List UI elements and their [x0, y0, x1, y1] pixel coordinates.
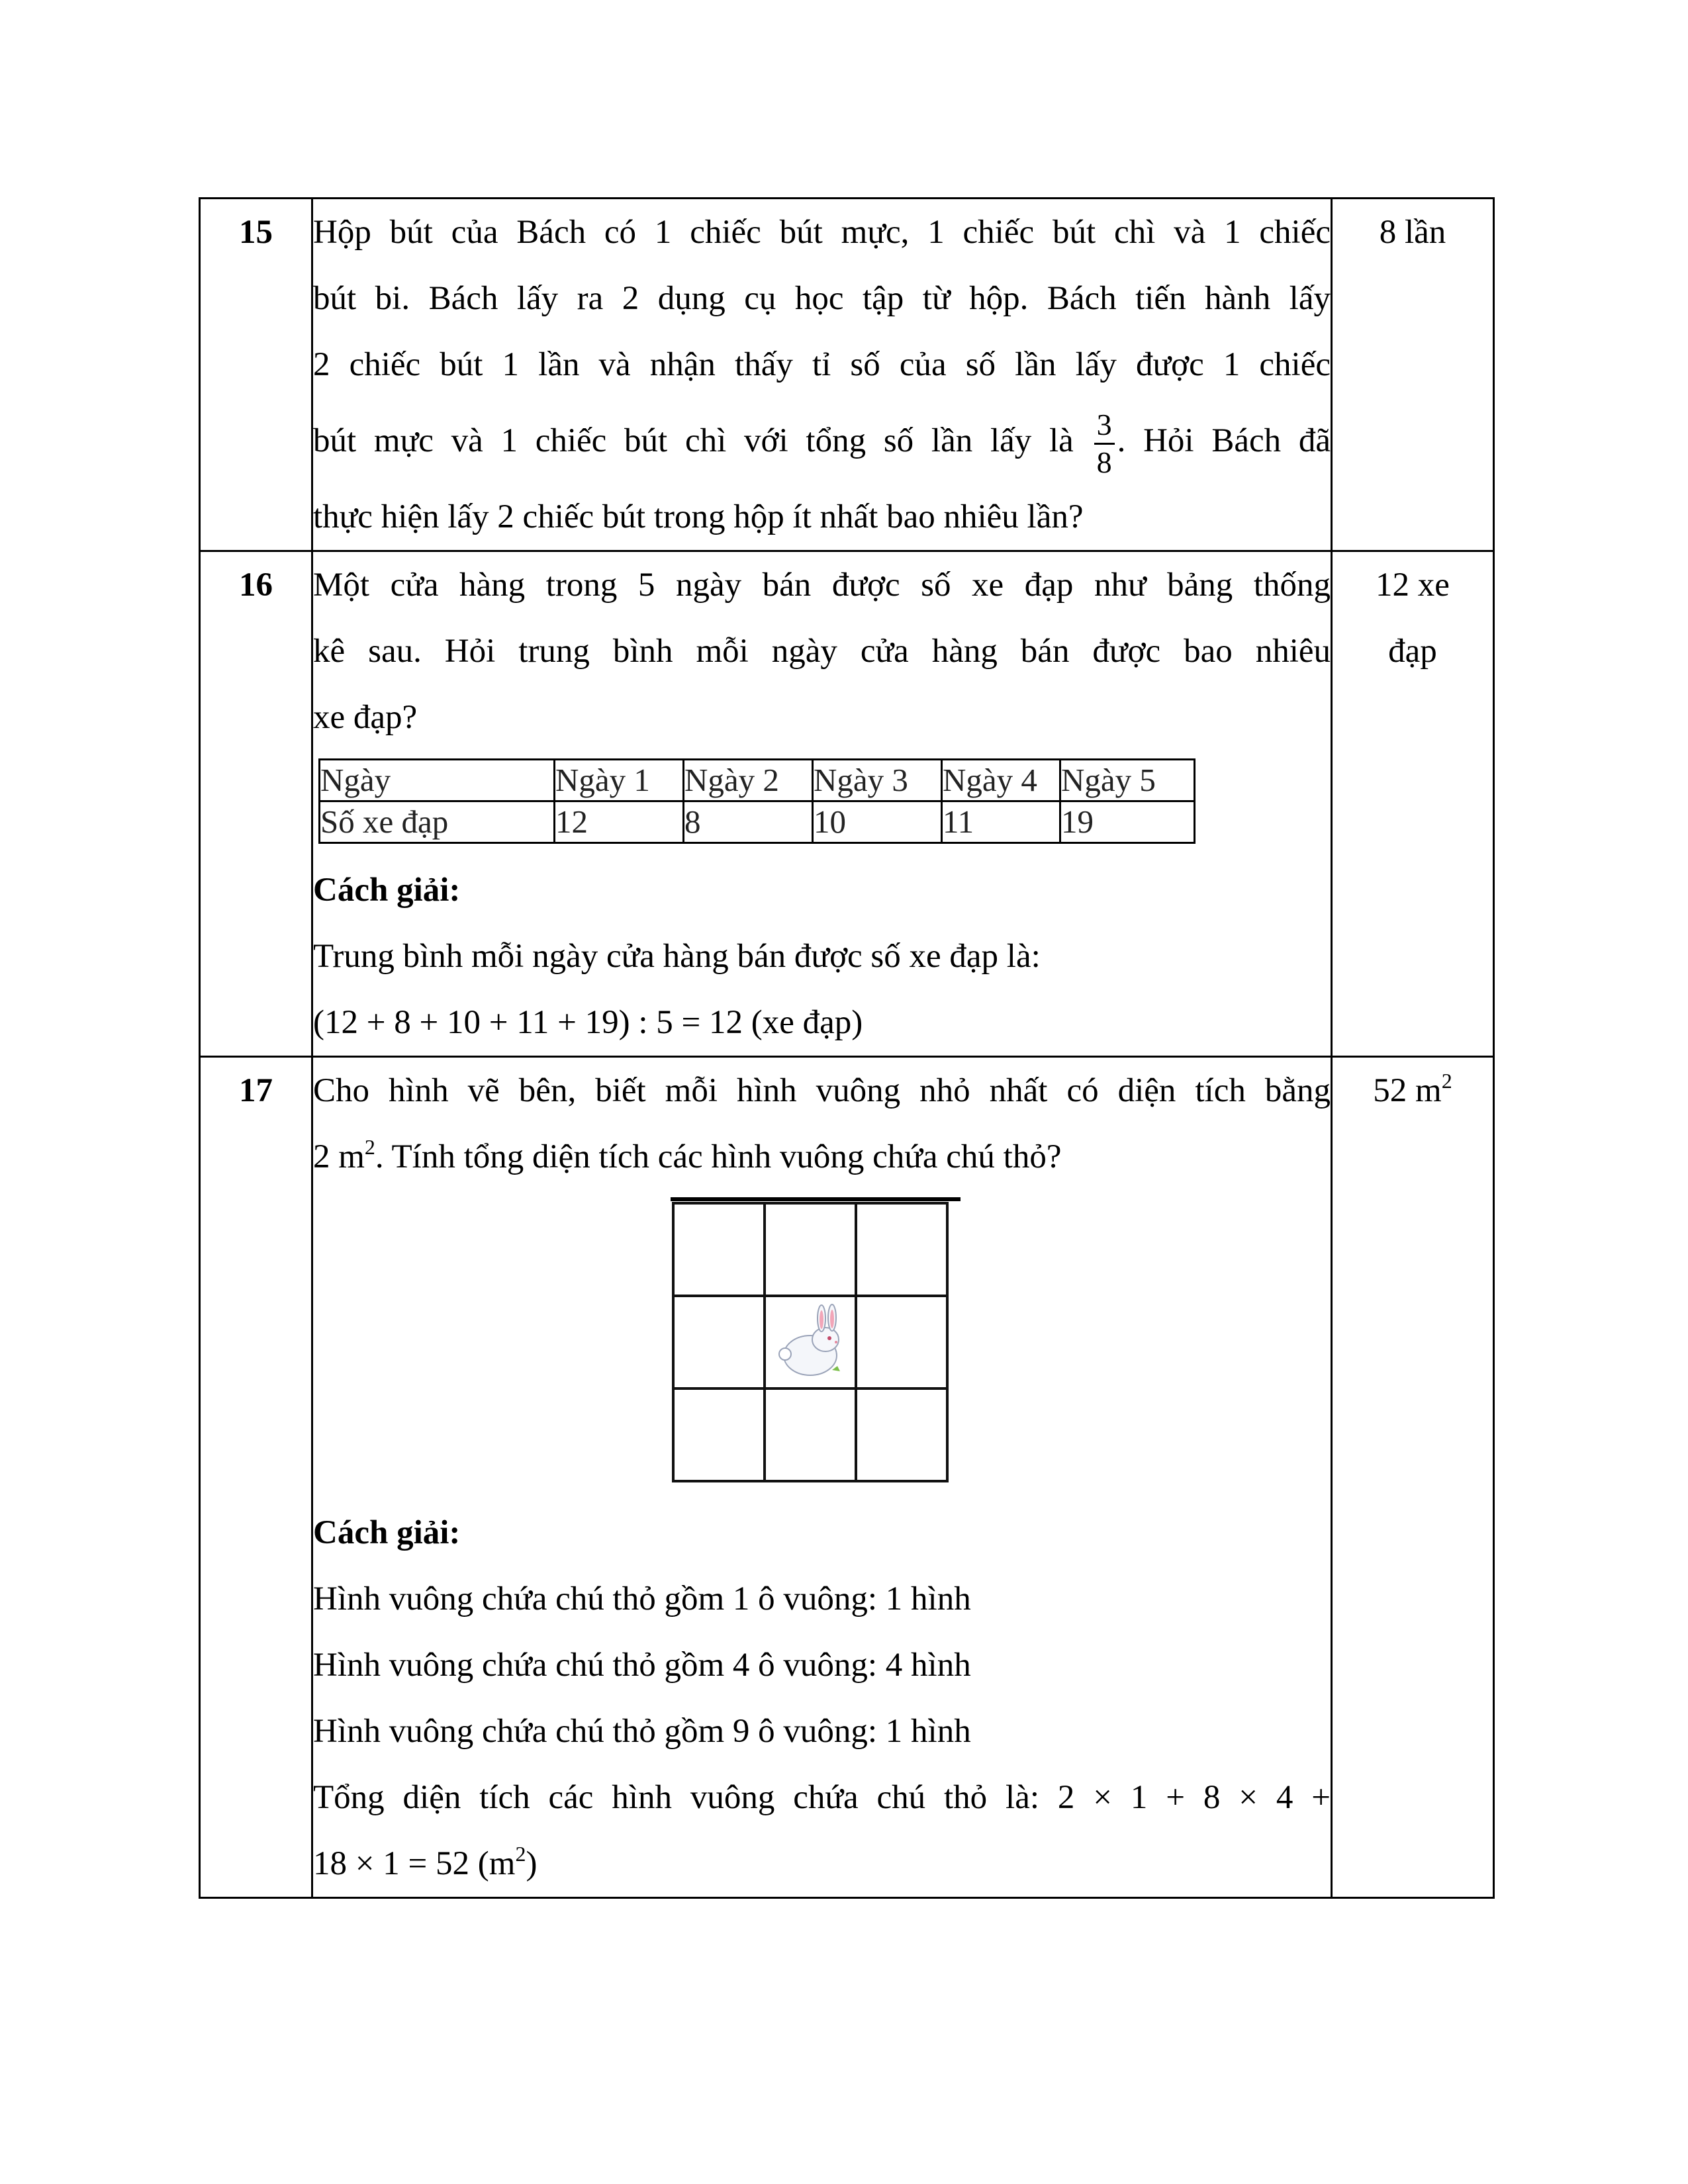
problem-table	[199, 197, 1495, 1899]
solution-line: Hình vuông chứa chú thỏ gồm 1 ô vuông: 1 hình	[313, 1580, 971, 1617]
solution-line: Tổng diện tích các hình vuông chứa chú thỏ là: 2 × 1 + 8 × 4 +	[313, 1779, 1331, 1816]
text-before-fraction: bút mực và 1 chiếc bút chì với tổng số lần lấy là	[313, 422, 1074, 459]
stat-cell: Số xe đạp	[320, 801, 555, 843]
answer-sheet	[199, 197, 1493, 1899]
answer-line: 12 xe	[1376, 567, 1450, 604]
problem-text-line: thực hiện lấy 2 chiếc bút trong hộp ít nhất bao nhiêu lần?	[313, 498, 1084, 535]
problem-text-line: Hộp bút của Bách có 1 chiếc bút mực, 1 chiếc bút chì và 1 chiếc	[313, 214, 1331, 251]
stat-cell: 8	[684, 801, 813, 843]
problem-text-line: 2 chiếc bút 1 lần và nhận thấy tỉ số của số lần lấy được 1 chiếc	[313, 346, 1331, 383]
stat-cell: Ngày 1	[555, 760, 684, 801]
stat-cell: Ngày 2	[684, 760, 813, 801]
fraction-numerator: 3	[1094, 410, 1115, 445]
stat-cell: Ngày	[320, 760, 555, 801]
problem-content	[312, 199, 1332, 551]
stat-cell: Ngày 4	[942, 760, 1060, 801]
problem-number: 16	[200, 551, 312, 1057]
solution-line: (12 + 8 + 10 + 11 + 19) : 5 = 12 (xe đạp)	[313, 1004, 863, 1041]
superscript: 2	[364, 1135, 375, 1159]
problem-content	[312, 1057, 1332, 1898]
problem-text-line: Cho hình vẽ bên, biết mỗi hình vuông nhỏ nhất có diện tích bằng	[313, 1072, 1331, 1109]
answer-line: đạp	[1388, 633, 1437, 670]
stat-cell: 19	[1060, 801, 1195, 843]
solution-line: Hình vuông chứa chú thỏ gồm 4 ô vuông: 4 hình	[313, 1647, 971, 1684]
problem-text-line: Một cửa hàng trong 5 ngày bán được số xe đạp như bảng thống	[313, 567, 1331, 604]
solution-title: Cách giải:	[313, 1514, 461, 1551]
text-segment: 18 × 1 = 52 (m	[313, 1845, 516, 1882]
stat-value-row	[320, 801, 1195, 843]
fraction-denominator: 8	[1096, 445, 1112, 479]
problem-row-17	[200, 1057, 1494, 1898]
answer-cell	[1332, 551, 1494, 1057]
problem-number: 17	[200, 1057, 312, 1898]
superscript: 2	[1441, 1069, 1452, 1093]
fraction	[1094, 407, 1115, 479]
stat-header-row	[320, 760, 1195, 801]
statistics-table	[318, 758, 1196, 844]
problem-text-line	[313, 1124, 1331, 1190]
stat-cell: 11	[942, 801, 1060, 843]
answer-cell	[1332, 1057, 1494, 1898]
problem-text-line	[313, 398, 1331, 484]
solution-title: Cách giải:	[313, 872, 461, 909]
problem-number: 15	[200, 199, 312, 551]
stat-cell: 12	[555, 801, 684, 843]
superscript: 2	[515, 1842, 526, 1866]
rabbit-icon	[779, 1304, 840, 1375]
text-segment: 2 m	[313, 1138, 365, 1175]
problem-text-line: kê sau. Hỏi trung bình mỗi ngày cửa hàng bán được bao nhiêu	[313, 633, 1331, 670]
problem-row-16	[200, 551, 1494, 1057]
answer-cell: 8 lần	[1332, 199, 1494, 551]
solution-line: Trung bình mỗi ngày cửa hàng bán được số xe đạp là:	[313, 938, 1041, 975]
text-segment: )	[526, 1845, 538, 1882]
problem-row-15	[200, 199, 1494, 551]
rabbit-grid-figure	[669, 1197, 961, 1488]
grid-svg	[669, 1197, 961, 1488]
solution-line	[313, 1831, 1331, 1897]
stat-cell: 10	[813, 801, 942, 843]
stat-cell: Ngày 5	[1060, 760, 1195, 801]
stat-cell: Ngày 3	[813, 760, 942, 801]
solution-line: Hình vuông chứa chú thỏ gồm 9 ô vuông: 1 hình	[313, 1713, 971, 1750]
answer-value: 52 m	[1373, 1072, 1442, 1109]
problem-text-line: bút bi. Bách lấy ra 2 dụng cụ học tập từ hộp. Bách tiến hành lấy	[313, 280, 1331, 317]
text-segment: . Tính tổng diện tích các hình vuông chứa chú thỏ?	[375, 1138, 1062, 1175]
text-after-fraction: . Hỏi Bách đã	[1117, 422, 1331, 459]
problem-content	[312, 551, 1332, 1057]
problem-text-line: xe đạp?	[313, 699, 418, 736]
